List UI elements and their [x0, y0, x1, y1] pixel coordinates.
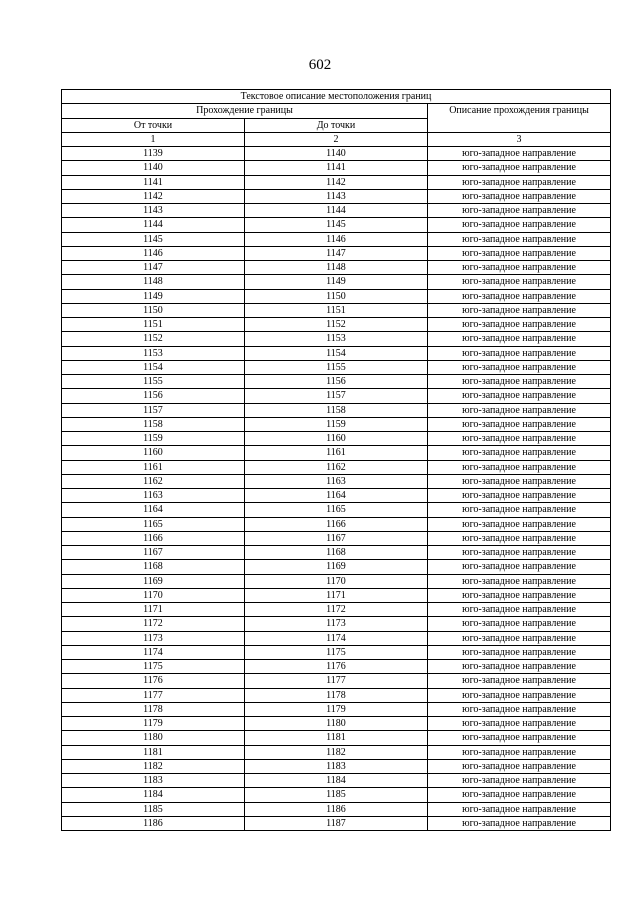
direction-cell: юго-западное направление	[428, 246, 611, 260]
table-row	[62, 303, 611, 317]
direction-cell: юго-западное направление	[428, 788, 611, 802]
to-point-cell: 1169	[245, 560, 428, 574]
table-row	[62, 389, 611, 403]
table-row	[62, 460, 611, 474]
direction-cell: юго-западное направление	[428, 745, 611, 759]
from-point-cell: 1182	[62, 759, 245, 773]
from-point-cell: 1160	[62, 446, 245, 460]
to-point-cell: 1143	[245, 189, 428, 203]
table-row	[62, 802, 611, 816]
from-point-cell: 1149	[62, 289, 245, 303]
to-point-cell: 1176	[245, 660, 428, 674]
group-header: Прохождение границы	[62, 104, 428, 118]
to-point-cell: 1146	[245, 232, 428, 246]
to-point-cell: 1147	[245, 246, 428, 260]
from-point-cell: 1147	[62, 261, 245, 275]
direction-cell: юго-западное направление	[428, 417, 611, 431]
table-row	[62, 631, 611, 645]
to-point-cell: 1158	[245, 403, 428, 417]
direction-cell: юго-западное направление	[428, 603, 611, 617]
from-point-cell: 1153	[62, 346, 245, 360]
from-point-cell: 1170	[62, 588, 245, 602]
table-row	[62, 403, 611, 417]
boundary-table	[61, 89, 611, 831]
to-point-cell: 1151	[245, 303, 428, 317]
to-point-cell: 1184	[245, 774, 428, 788]
from-point-cell: 1157	[62, 403, 245, 417]
to-point-cell: 1153	[245, 332, 428, 346]
to-point-cell: 1160	[245, 432, 428, 446]
table-group-header-row	[62, 104, 611, 118]
to-point-cell: 1172	[245, 603, 428, 617]
direction-cell: юго-западное направление	[428, 645, 611, 659]
direction-cell: юго-западное направление	[428, 702, 611, 716]
from-point-cell: 1165	[62, 517, 245, 531]
direction-cell: юго-западное направление	[428, 147, 611, 161]
from-point-cell: 1186	[62, 816, 245, 830]
table-row	[62, 289, 611, 303]
table-row	[62, 474, 611, 488]
to-point-cell: 1185	[245, 788, 428, 802]
direction-cell: юго-западное направление	[428, 446, 611, 460]
direction-cell: юго-западное направление	[428, 360, 611, 374]
from-point-cell: 1140	[62, 161, 245, 175]
to-point-cell: 1162	[245, 460, 428, 474]
to-point-cell: 1142	[245, 175, 428, 189]
direction-cell: юго-западное направление	[428, 517, 611, 531]
table-row	[62, 446, 611, 460]
to-point-cell: 1161	[245, 446, 428, 460]
table-row	[62, 261, 611, 275]
direction-cell: юго-западное направление	[428, 816, 611, 830]
direction-cell: юго-западное направление	[428, 731, 611, 745]
to-header: До точки	[245, 118, 428, 132]
direction-cell: юго-западное направление	[428, 389, 611, 403]
direction-cell: юго-западное направление	[428, 261, 611, 275]
table-row	[62, 617, 611, 631]
to-point-cell: 1150	[245, 289, 428, 303]
from-point-cell: 1173	[62, 631, 245, 645]
direction-cell: юго-западное направление	[428, 802, 611, 816]
table-row	[62, 759, 611, 773]
from-header: От точки	[62, 118, 245, 132]
direction-cell: юго-западное направление	[428, 289, 611, 303]
direction-cell: юго-западное направление	[428, 546, 611, 560]
to-point-cell: 1175	[245, 645, 428, 659]
table-row	[62, 774, 611, 788]
table-row	[62, 517, 611, 531]
to-point-cell: 1155	[245, 360, 428, 374]
direction-cell: юго-западное направление	[428, 204, 611, 218]
from-point-cell: 1144	[62, 218, 245, 232]
table-row	[62, 645, 611, 659]
direction-cell: юго-западное направление	[428, 674, 611, 688]
direction-cell: юго-западное направление	[428, 688, 611, 702]
column-number-2: 2	[245, 132, 428, 146]
direction-cell: юго-западное направление	[428, 318, 611, 332]
direction-cell: юго-западное направление	[428, 303, 611, 317]
table-row	[62, 702, 611, 716]
to-point-cell: 1171	[245, 588, 428, 602]
to-point-cell: 1149	[245, 275, 428, 289]
to-point-cell: 1159	[245, 417, 428, 431]
table-row	[62, 660, 611, 674]
direction-cell: юго-западное направление	[428, 759, 611, 773]
from-point-cell: 1150	[62, 303, 245, 317]
direction-cell: юго-западное направление	[428, 631, 611, 645]
from-point-cell: 1139	[62, 147, 245, 161]
to-point-cell: 1174	[245, 631, 428, 645]
to-point-cell: 1163	[245, 474, 428, 488]
direction-cell: юго-западное направление	[428, 161, 611, 175]
from-point-cell: 1181	[62, 745, 245, 759]
direction-cell: юго-западное направление	[428, 346, 611, 360]
to-point-cell: 1168	[245, 546, 428, 560]
table-row	[62, 745, 611, 759]
from-point-cell: 1145	[62, 232, 245, 246]
direction-cell: юго-западное направление	[428, 375, 611, 389]
to-point-cell: 1165	[245, 503, 428, 517]
table-row	[62, 332, 611, 346]
from-point-cell: 1143	[62, 204, 245, 218]
table-row	[62, 275, 611, 289]
direction-cell: юго-западное направление	[428, 189, 611, 203]
from-point-cell: 1172	[62, 617, 245, 631]
to-point-cell: 1164	[245, 489, 428, 503]
table-row	[62, 816, 611, 830]
direction-cell: юго-западное направление	[428, 560, 611, 574]
to-point-cell: 1154	[245, 346, 428, 360]
table-row	[62, 375, 611, 389]
from-point-cell: 1156	[62, 389, 245, 403]
direction-cell: юго-западное направление	[428, 574, 611, 588]
boundary-table-body	[62, 90, 611, 831]
from-point-cell: 1155	[62, 375, 245, 389]
to-point-cell: 1183	[245, 759, 428, 773]
table-row	[62, 204, 611, 218]
direction-cell: юго-западное направление	[428, 489, 611, 503]
from-point-cell: 1148	[62, 275, 245, 289]
from-point-cell: 1159	[62, 432, 245, 446]
from-point-cell: 1167	[62, 546, 245, 560]
from-point-cell: 1158	[62, 417, 245, 431]
table-row	[62, 688, 611, 702]
to-point-cell: 1157	[245, 389, 428, 403]
to-point-cell: 1173	[245, 617, 428, 631]
table-row	[62, 189, 611, 203]
table-row	[62, 346, 611, 360]
table-row	[62, 360, 611, 374]
direction-cell: юго-западное направление	[428, 460, 611, 474]
to-point-cell: 1180	[245, 717, 428, 731]
to-point-cell: 1178	[245, 688, 428, 702]
table-row	[62, 318, 611, 332]
from-point-cell: 1183	[62, 774, 245, 788]
from-point-cell: 1174	[62, 645, 245, 659]
from-point-cell: 1162	[62, 474, 245, 488]
to-point-cell: 1166	[245, 517, 428, 531]
direction-cell: юго-западное направление	[428, 474, 611, 488]
direction-cell: юго-западное направление	[428, 332, 611, 346]
from-point-cell: 1178	[62, 702, 245, 716]
table-row	[62, 588, 611, 602]
table-row	[62, 489, 611, 503]
table-row	[62, 603, 611, 617]
from-point-cell: 1141	[62, 175, 245, 189]
to-point-cell: 1145	[245, 218, 428, 232]
table-row	[62, 147, 611, 161]
table-column-numbers-row	[62, 132, 611, 146]
to-point-cell: 1186	[245, 802, 428, 816]
table-row	[62, 560, 611, 574]
to-point-cell: 1144	[245, 204, 428, 218]
from-point-cell: 1164	[62, 503, 245, 517]
to-point-cell: 1187	[245, 816, 428, 830]
table-row	[62, 531, 611, 545]
direction-cell: юго-западное направление	[428, 232, 611, 246]
table-row	[62, 788, 611, 802]
table-row	[62, 161, 611, 175]
table-row	[62, 218, 611, 232]
to-point-cell: 1152	[245, 318, 428, 332]
to-point-cell: 1179	[245, 702, 428, 716]
from-point-cell: 1142	[62, 189, 245, 203]
table-row	[62, 417, 611, 431]
column-number-3: 3	[428, 132, 611, 146]
direction-cell: юго-западное направление	[428, 403, 611, 417]
direction-cell: юго-западное направление	[428, 503, 611, 517]
from-point-cell: 1180	[62, 731, 245, 745]
to-point-cell: 1156	[245, 375, 428, 389]
table-row	[62, 232, 611, 246]
from-point-cell: 1154	[62, 360, 245, 374]
from-point-cell: 1184	[62, 788, 245, 802]
to-point-cell: 1181	[245, 731, 428, 745]
from-point-cell: 1161	[62, 460, 245, 474]
direction-cell: юго-западное направление	[428, 588, 611, 602]
description-header: Описание прохождения границы	[428, 104, 611, 133]
from-point-cell: 1177	[62, 688, 245, 702]
table-row	[62, 717, 611, 731]
from-point-cell: 1185	[62, 802, 245, 816]
to-point-cell: 1182	[245, 745, 428, 759]
table-row	[62, 674, 611, 688]
table-row	[62, 731, 611, 745]
to-point-cell: 1140	[245, 147, 428, 161]
direction-cell: юго-западное направление	[428, 175, 611, 189]
to-point-cell: 1177	[245, 674, 428, 688]
direction-cell: юго-западное направление	[428, 717, 611, 731]
to-point-cell: 1148	[245, 261, 428, 275]
from-point-cell: 1151	[62, 318, 245, 332]
from-point-cell: 1171	[62, 603, 245, 617]
page-number: 602	[308, 57, 332, 73]
direction-cell: юго-западное направление	[428, 660, 611, 674]
from-point-cell: 1163	[62, 489, 245, 503]
table-row	[62, 546, 611, 560]
table-row	[62, 574, 611, 588]
table-title-row	[62, 90, 611, 104]
table-row	[62, 432, 611, 446]
from-point-cell: 1168	[62, 560, 245, 574]
from-point-cell: 1169	[62, 574, 245, 588]
table-row	[62, 175, 611, 189]
column-number-1: 1	[62, 132, 245, 146]
direction-cell: юго-западное направление	[428, 218, 611, 232]
to-point-cell: 1141	[245, 161, 428, 175]
direction-cell: юго-западное направление	[428, 617, 611, 631]
direction-cell: юго-западное направление	[428, 275, 611, 289]
direction-cell: юго-западное направление	[428, 774, 611, 788]
from-point-cell: 1152	[62, 332, 245, 346]
table-row	[62, 503, 611, 517]
from-point-cell: 1175	[62, 660, 245, 674]
from-point-cell: 1166	[62, 531, 245, 545]
table-row	[62, 246, 611, 260]
from-point-cell: 1176	[62, 674, 245, 688]
direction-cell: юго-западное направление	[428, 531, 611, 545]
from-point-cell: 1179	[62, 717, 245, 731]
from-point-cell: 1146	[62, 246, 245, 260]
to-point-cell: 1167	[245, 531, 428, 545]
direction-cell: юго-западное направление	[428, 432, 611, 446]
table-title: Текстовое описание местоположения границ	[62, 90, 611, 104]
to-point-cell: 1170	[245, 574, 428, 588]
